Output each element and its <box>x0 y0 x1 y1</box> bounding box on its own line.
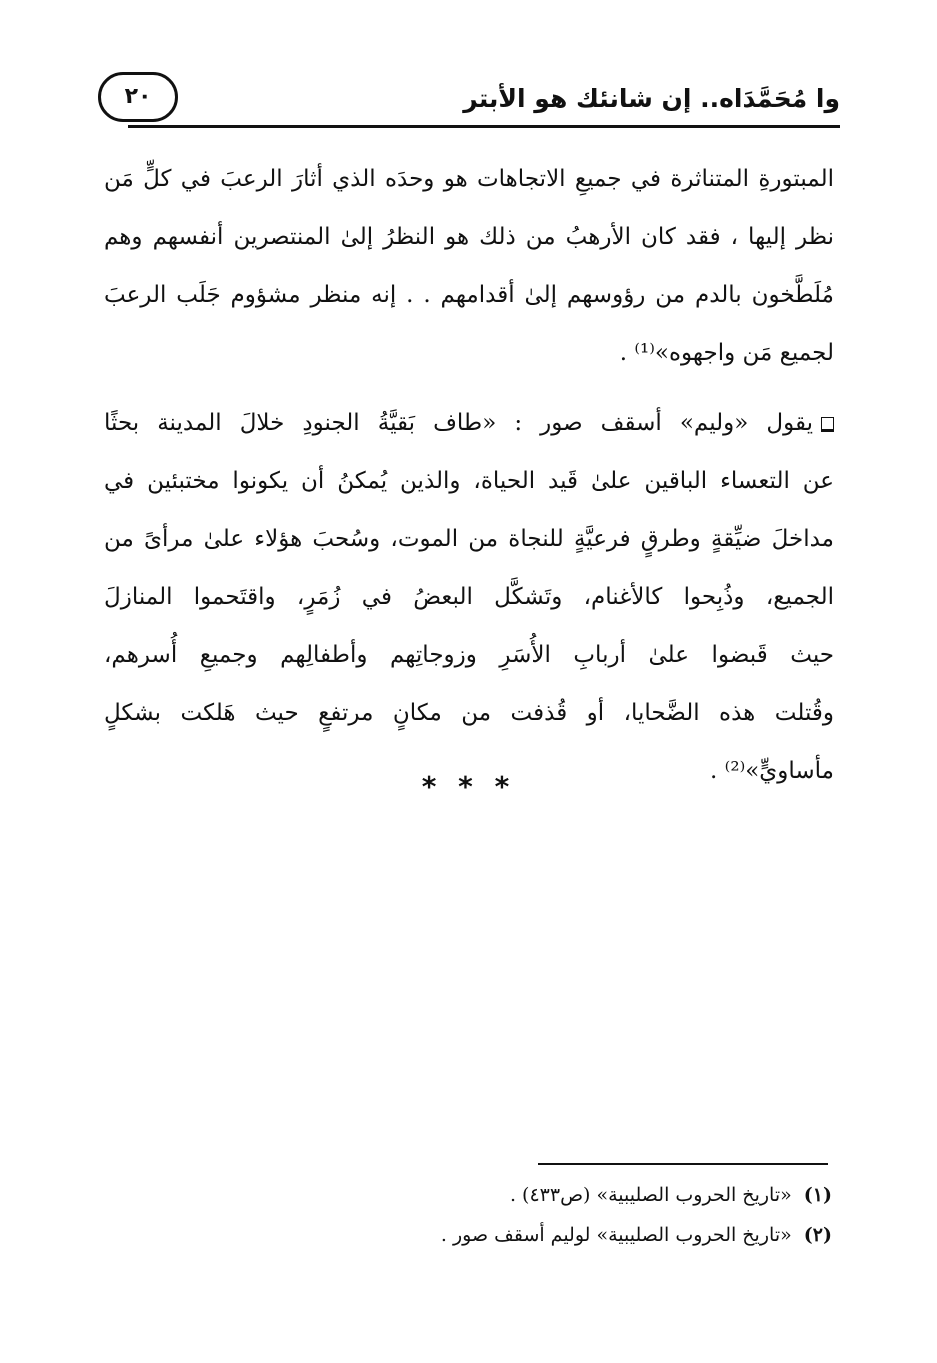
text-line: مداخلَ ضيِّقةٍ وطرقٍ فرعيَّةٍ للنجاة من الموت، وسُحبَ هؤلاء علىٰ مرأىً من <box>104 526 834 552</box>
header-rule <box>128 125 840 128</box>
text-line: نظر إليها ، فقد كان الأرهبُ من ذلك هو النظرُ إلىٰ المنتصرين أنفسهم وهم <box>104 224 834 250</box>
footnote-text: «تاريخ الحروب الصليبية» (ص٤٣٣) . <box>509 1184 792 1206</box>
body-text <box>104 150 834 800</box>
running-title: وا مُحَمَّدَاه.. إن شانئك هو الأبتر <box>463 84 840 113</box>
paragraph-box-icon <box>821 417 834 432</box>
page-number-badge <box>98 72 178 122</box>
footnote-number: (١) <box>803 1184 832 1206</box>
text-line: الجميع، وذُبِحوا كالأغنام، وتَشكَّل البعضُ في زُمَرٍ، واقتَحموا المنازلَ <box>104 584 834 610</box>
text-line: مُلَطَّخون بالدم من رؤوسهم إلىٰ أقدامهم . . إنه منظر مشؤوم جَلَب الرعبَ <box>104 282 834 308</box>
footnote-1 <box>400 1175 832 1215</box>
footnote-number: (٢) <box>803 1224 832 1246</box>
text-line-first <box>104 394 834 452</box>
footnotes <box>400 1175 832 1255</box>
text-line: وقُتلت هذه الضَّحايا، أو قُذفت من مكانٍ مرتفعٍ حيث هَلكت بشكلٍ <box>104 700 834 726</box>
footnote-2 <box>400 1215 832 1255</box>
footnote-text: «تاريخ الحروب الصليبية» لوليم أسقف صور . <box>440 1224 792 1246</box>
paragraph-gap <box>104 382 834 394</box>
running-head <box>98 72 840 136</box>
text-line: عن التعساء الباقين علىٰ قَيد الحياة، والذين يُمكنُ أن يكونوا مختبئين في <box>104 468 834 494</box>
section-separator: * * * <box>421 770 516 803</box>
footnote-rule <box>538 1163 828 1165</box>
text-line-content: يقول «وليم» أسقف صور : «طاف بَقيَّةُ الجنودِ خلالَ المدينة بحثًا <box>104 410 813 436</box>
text-line: مأساويٍّ»⁽²⁾ . <box>710 758 834 784</box>
text-line: حيث قَبضوا علىٰ أربابِ الأُسَرِ وزوجاتِهم وأطفالِهم وجميعِ أُسرهم، <box>104 642 834 668</box>
page-number: ٢٠ <box>124 84 152 109</box>
text-line: المبتورةِ المتناثرة في جميعِ الاتجاهات هو وحدَه الذي أثارَ الرعبَ في كلٍّ مَن <box>104 166 834 192</box>
text-line: لجميع مَن واجهوه»⁽¹⁾ . <box>619 340 834 366</box>
